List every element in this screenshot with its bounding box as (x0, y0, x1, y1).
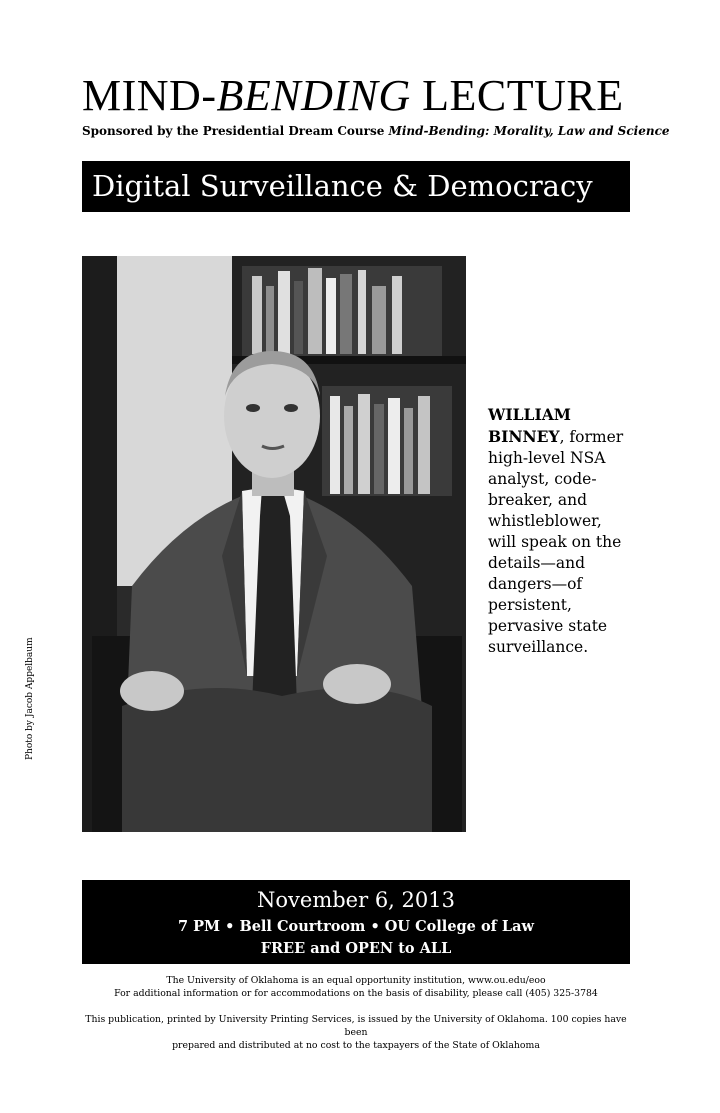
title-part-bending: BENDING (216, 71, 411, 120)
footer-line-2: For additional information or for accommodations on the basis of disability, please call (405) 325-3784 (114, 988, 598, 999)
speaker-photo (82, 256, 466, 832)
footer-eoo (82, 974, 630, 1000)
speaker-description: , former high-level NSA analyst, code-breaker, and whistleblower, will speak on the details—and dangers—of persistent, pervasive state surveillance. (488, 428, 624, 656)
sponsor-line (82, 124, 670, 138)
speaker-name: WILLIAM BINNEY (488, 405, 571, 446)
title-part-lecture: LECTURE (410, 71, 624, 120)
speaker-photo-illustration (82, 256, 466, 832)
footer-line-1: The University of Oklahoma is an equal opportunity institution, www.ou.edu/eoo (166, 975, 546, 986)
footer-line-3: This publication, printed by University Printing Services, is issued by the University of Oklahoma. 100 copies have been (85, 1014, 627, 1038)
sponsor-prefix: Sponsored by the Presidential Dream Course (82, 124, 389, 138)
event-details-box (82, 880, 630, 964)
photo-credit: Photo by Jacob Appelbaum (25, 637, 35, 760)
footer-printing (82, 1013, 630, 1052)
topic-banner (82, 161, 630, 212)
event-date: November 6, 2013 (257, 888, 455, 912)
title-part-mind: MIND- (82, 71, 217, 120)
speaker-bio (488, 404, 628, 658)
topic-title: Digital Surveillance & Democracy (92, 169, 593, 203)
sponsor-course: Mind-Bending: Morality, Law and Science (388, 124, 670, 138)
lecture-title (82, 72, 642, 120)
event-time-location: 7 PM • Bell Courtroom • OU College of Law (177, 918, 534, 935)
footer-line-4: prepared and distributed at no cost to the taxpayers of the State of Oklahoma (172, 1040, 540, 1051)
event-admission: FREE and OPEN to ALL (260, 940, 452, 957)
